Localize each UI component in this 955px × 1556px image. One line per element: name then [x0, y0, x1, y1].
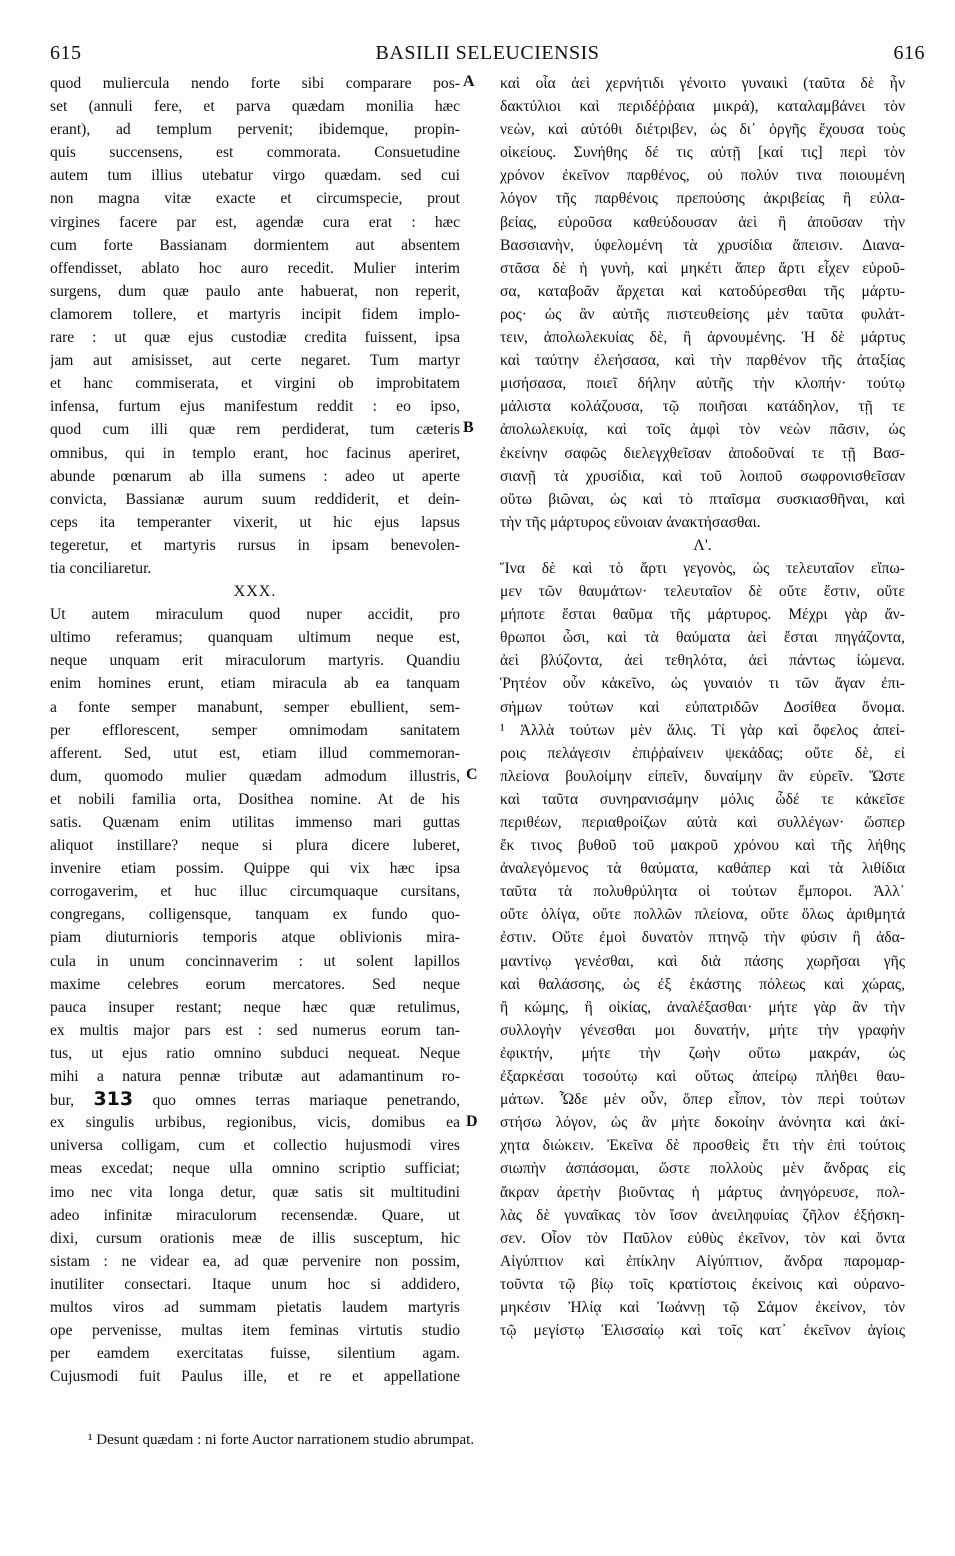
- text-line: Ut autem miraculum quod nuper accidit, pro: [50, 606, 460, 624]
- text-line: mihi a natura pennæ tributæ aut adamantinum ro-: [50, 1068, 460, 1086]
- text-line: rare : ut quæ ejus custodiæ credita fuissent, ipsa: [50, 329, 460, 347]
- text-line: ἐξαρκέσαι τοσούτῳ καὶ οὕτως ἀπείρῳ πλήθει θαυ-: [500, 1068, 905, 1086]
- text-line: μάλιστα κολάζουσα, τῷ ποιῆσαι κατάδηλον, τῇ τε: [500, 398, 905, 416]
- text-line: ex singulis urbibus, regionibus, vicis, domibus ea: [50, 1114, 460, 1132]
- greek-column: [500, 72, 905, 1342]
- text-line: per eamdem exercitatas fuisse, silentium agam.: [50, 1345, 460, 1363]
- text-line: οὕτω βιῶναι, ὡς καὶ τὸ πταῖσμα συσκιασθῆναι, καὶ: [500, 490, 905, 508]
- text-line: Βασσιανὴν, ὑφελομένη τὰ χρυσίδια ἄπεισιν. Διανα-: [500, 236, 905, 254]
- text-line: universa colligam, cum et collectio hujusmodi vires: [50, 1137, 460, 1155]
- text-line: τοῦντα τῷ βίῳ τοῖς κρατίστοις ἐκείνοις καὶ οὐρανο-: [500, 1275, 905, 1293]
- text-line: οὔτε ὀλίγα, οὔτε πολλῶν πλείονα, οὔτε ὅλως ἀριθμητά: [500, 906, 905, 924]
- text-line: erant), ad templum pervenit; ibidemque, propin-: [50, 121, 460, 139]
- left-page-number: 615: [50, 42, 82, 64]
- text-line: πλείονα βουλοίμην εἰπεῖν, δυναίμην ἂν εὑρεῖν. Ὥστε: [500, 767, 905, 785]
- text-line: per efflorescent, semper omnimodam sanitatem: [50, 721, 460, 739]
- text-line: τειν, ἀπολωλεκυίας δὲ, ἢ ἀρνουμένης. Ἡ δὲ μάρτυς: [500, 329, 905, 347]
- text-line: ἀναλεγόμενος τὰ θαύματα, καθάπερ καὶ τὰ λιθίδια: [500, 860, 905, 878]
- text-line: corrogaverim, et huc illuc circumquaque cursitans,: [50, 883, 460, 901]
- text-line: σιανῇ τὰ χρυσίδια, καὶ τοῦ λοιποῦ σωφρονισθεῖσαν: [500, 467, 905, 485]
- text-line: pauca insuper restant; neque hæc quæ retulimus,: [50, 998, 460, 1016]
- margin-letter-c: C: [466, 766, 478, 783]
- text-line-with-page-ref: [50, 1088, 460, 1111]
- text-line: abunde pœnarum ab illa sumens : adeo ut aperte: [50, 467, 460, 485]
- margin-letter-b: B: [463, 419, 474, 436]
- text-line: στᾶσα δὲ ἡ γυνὴ, καὶ μηκέτι ἅπερ ἄρτι εἶχεν εὑροῦ-: [500, 259, 905, 277]
- text-line: τῷ μεγίστῳ Ἐλισσαίῳ καὶ τοῖς κατ᾽ ἐκεῖνον ἁγίοις: [500, 1322, 905, 1340]
- chapter-heading-greek: Λ'.: [693, 536, 712, 554]
- text-line: στήσω λόγον, ὡς ἂν μήτε δοκοίην ἀνόνητα καὶ ἀκί-: [500, 1114, 905, 1132]
- text-line: tegeretur, et martyris rursus in ipsam benevolen-: [50, 536, 460, 554]
- text-line: καὶ ταῦτα συνηρανισάμην μόλις ὧδέ τε κἀκεῖσε: [500, 790, 905, 808]
- text-line: tus, ut ejus ratio omnino subduci nequeat. Neque: [50, 1044, 460, 1062]
- text-line: ceps ita temperanter vixerit, ut hic ejus lapsus: [50, 513, 460, 531]
- running-title: BASILII SELEUCIENSIS: [375, 42, 600, 64]
- text-line: μηκέσιν Ἠλίᾳ καὶ Ἰωάννῃ τῷ Σάμον ἐκείνον, τὸν: [500, 1298, 905, 1316]
- text-line: omnibus, qui in templo erant, hoc facinus aperiret,: [50, 444, 460, 462]
- text-line: καὶ οἷα ἀεὶ χερνήτιδι γένοιτο γυναικὶ (ταῦτα δὲ ἦν: [500, 75, 905, 92]
- text-line: ἔκ τινος βυθοῦ τοῦ μακροῦ χρόνου καὶ τῆς λήθης: [500, 837, 905, 855]
- text-line: neque unquam erit miraculorum martyris. Quandiu: [50, 652, 460, 670]
- text-line: σεν. Οἷον τὸν Παῦλον εὐθὺς ἐκεῖνον, τὸν καὶ ὄντα: [500, 1229, 905, 1247]
- text-line: ταῦτα τὰ πολυθρύλητα οἱ τούτων ἔμποροι. Ἀλλ᾽: [500, 883, 905, 901]
- text-line: satis. Quænam enim utilitas immenso mari guttas: [50, 814, 460, 831]
- text-line: ope pervenisse, multas item feminas virtutis studio: [50, 1322, 460, 1340]
- text-line: συλλογὴν γένεσθαι μοι δυνατήν, μήτε τὴν γραφὴν: [500, 1021, 905, 1039]
- footnote: ¹ Desunt quædam : ni forte Auctor narrationem studio abrumpat.: [88, 1432, 475, 1448]
- text-line: aliquot instillare? neque si plura dicere luberet,: [50, 837, 460, 855]
- text-line: afferent. Sed, utut est, etiam illud commemoran-: [50, 744, 460, 762]
- text-line: et nobili familia orta, Dosithea nomine. At de his: [50, 790, 460, 808]
- text-line: ἢ κώμης, ἢ οἰκίας, ἀναλέξασθαι· μήτε γὰρ ἂν τὴν: [500, 998, 905, 1016]
- text-line: χρόνον ἐκεῖνον παρθένος, οὐ πολύν τινα ποιουμένη: [500, 167, 905, 185]
- text-line: clamorem tollere, et martyris incipit fidem implo-: [50, 305, 460, 323]
- margin-letter-a: A: [463, 73, 475, 90]
- text-line: ultimo referamus; quanquam ultimum neque est,: [50, 629, 460, 647]
- text-line: νεὼν, καὶ αὐτόθι διέτριβεν, ὡς δι᾽ ὀργῆς ἔχουσα τοὺς: [500, 121, 905, 139]
- text-line: set (annuli fere, et parva quædam monilia hæc: [50, 98, 460, 116]
- text-line: congregans, colligensque, tanquam ex fundo quo-: [50, 906, 460, 924]
- text-line: sistam : ne videar ea, ad quæ pervenire non possim,: [50, 1252, 460, 1270]
- text-line: imo nec vita longa detur, quæ satis sit multitudini: [50, 1183, 460, 1201]
- text-line: convicta, Bassianæ aurum suum reddiderit, et dein-: [50, 490, 460, 508]
- text-line: invenire etiam possim. Quippe qui vix hæc ipsa: [50, 860, 460, 878]
- text-line: Ἵνα δὲ καὶ τὸ ἄρτι γεγονὸς, ὡς τελευταῖον εἴπω-: [500, 559, 905, 577]
- text-fragment: bur,: [50, 1092, 75, 1110]
- text-line: βείας, εὑροῦσα καθεύδουσαν ἀεὶ ἢ ἀποῦσαν τὴν: [500, 213, 905, 231]
- text-line: a fonte semper manabunt, semper ebullient, sem-: [50, 698, 460, 716]
- text-line: οἰκείους. Συνήθης δέ τις αὐτῇ [καί τις] περὶ τὸν: [500, 144, 905, 162]
- text-line: quod muliercula nendo forte sibi comparare pos-: [50, 75, 460, 92]
- text-line: jam aut amisisset, aut certe negaret. Tum martyr: [50, 352, 460, 370]
- text-line: quis succensens, est commorata. Consuetudine: [50, 144, 460, 162]
- text-line: ἐστιν. Οὔτε ἐμοὶ δυνατὸν πτηνῷ τὴν φύσιν ἢ ἀδα-: [500, 929, 905, 947]
- text-line: non magna vitæ exacte et circumspecie, prout: [50, 190, 460, 208]
- text-line: ἐφικτήν, μήτε τὴν ζωὴν οὕτω μακράν, ὡς: [500, 1044, 905, 1062]
- text-line: ¹ Ἀλλὰ τούτων μὲν ἅλις. Τί γὰρ καὶ ὄφελος ἀπεί-: [500, 721, 905, 739]
- text-line: λὰς δὲ γυναῖκας τὸν ἴσον ἀνειληφυίας ζῆλον ἐξήσκη-: [500, 1206, 905, 1224]
- text-line: cula in unum concinnaverim : ut solent lapillos: [50, 952, 460, 970]
- text-line: maxime celebres eorum mercatores. Sed neque: [50, 975, 460, 993]
- text-line: offendisset, ablato hoc auro recedit. Mulier interim: [50, 259, 460, 277]
- text-line: Αἰγύπτιον καὶ ἐπίκλην Αἰγύπτιον, ἄνδρα παρομαρ-: [500, 1252, 905, 1270]
- text-line: quod cum illi quæ rem perdiderat, tum cæteris: [50, 421, 460, 439]
- text-fragment: quo omnes terras mariaque penetrando,: [152, 1092, 460, 1110]
- text-line: enim homines erunt, etiam miracula ab ea tanquam: [50, 675, 460, 693]
- text-line: ἄκραν ἀρετὴν βιοῦντας ἡ μάρτυς ἀνηγόρευσε, πολ-: [500, 1183, 905, 1201]
- right-page-number: 616: [893, 42, 925, 64]
- text-line: et hanc commiserata, et virgini ob improbitatem: [50, 375, 460, 393]
- text-line: infensa, furtum ejus manifestum reddit : eo ipso,: [50, 398, 460, 416]
- text-line: τὴν τῆς μάρτυρος εὔνοιαν ἀνακτήσασθαι.: [500, 513, 761, 531]
- text-line: Ῥητέον οὖν κἀκεῖνο, ὡς γυναιόν τι τῶν ἄγαν ἐπι-: [500, 675, 905, 693]
- text-line: surgens, dum quæ paulo ante habuerat, non reperit,: [50, 282, 460, 300]
- latin-column: [50, 72, 460, 1388]
- text-line: tia conciliaretur.: [50, 559, 152, 577]
- text-line: Cujusmodi fuit Paulus ille, et re et appellatione: [50, 1368, 460, 1386]
- original-page-marker: 313: [93, 1088, 134, 1111]
- text-line: δακτύλιοι καὶ περιδέῤῥαια μικρά), καταλαμβάνει τὸν: [500, 98, 905, 116]
- text-line: autem tum illius utebatur virgo quædam. sed cui: [50, 167, 460, 185]
- text-line: καὶ θαλάσσης, ὡς ἐξ ἑκάστης πόλεως καὶ χώρας,: [500, 975, 905, 993]
- text-line: σιωπὴν ἀσπάσομαι, ὥστε πολλοὺς μὲν ἄνδρας εἰς: [500, 1160, 905, 1178]
- text-line: περιθέων, περιαθροίζων αὐτὰ καὶ συλλέγων· ὥσπερ: [500, 814, 905, 831]
- text-line: μήποτε ἔσται θαῦμα τῆς μάρτυρος. Μέχρι γὰρ ἄν-: [500, 606, 905, 624]
- text-line: inutiliter consectari. Itaque unum hoc si addidero,: [50, 1275, 460, 1293]
- text-line: dum, quomodo mulier quædam admodum illustris,: [50, 767, 460, 785]
- text-line: ἀπολωλεκυίᾳ, καὶ τοῖς ἀμφὶ τὸν νεὼν πᾶσιν, ὡς: [500, 421, 905, 439]
- text-line: ρος· ὡς ἂν αὐτῆς πιστευθείσης μὲν ταῦτα φυλάτ-: [500, 305, 905, 323]
- text-line: μαντίνῳ γενέσθαι, καὶ διὰ πάσης χωρῆσαι γῆς: [500, 952, 905, 970]
- margin-letter-d: D: [466, 1113, 478, 1130]
- text-line: cum forte Bassianam dormientem aut absentem: [50, 236, 460, 254]
- text-line: ἀεὶ βλύζοντα, ἀεὶ τεθηλότα, ἀεὶ πάντως ἰώμενα.: [500, 652, 905, 670]
- chapter-heading-latin: XXX.: [233, 583, 277, 601]
- text-line: ἐκείνην σαφῶς διελεγχθεῖσαν ἀποδοῦναί τε τῇ Βασ-: [500, 444, 905, 462]
- text-line: σα, καταβοᾶν ἄρχεται καὶ κατοδύρεσθαι τῆς μάρτυ-: [500, 282, 905, 300]
- text-line: piam diuturnioris temporis atque oblivionis mira-: [50, 929, 460, 947]
- text-line: μεν τῶν θαυμάτων· τελευταῖον δὲ οὔτε ἔστιν, οὔτε: [500, 583, 905, 601]
- text-line: ex multis major pars est : sed numerus eorum tan-: [50, 1021, 460, 1039]
- text-line: ροις πελάγεσιν ἐπιῤῥαίνειν ψεκάδας; οὔτε δὲ, εἰ: [500, 744, 905, 762]
- text-line: χητα διώκειν. Ἐκεῖνα δὲ προσθεὶς ἔτι τὴν ἐπὶ τούτοις: [500, 1137, 905, 1155]
- text-line: adeo infinitæ miraculorum recensendæ. Quare, ut: [50, 1206, 460, 1224]
- text-line: θρωποι ὦσι, καὶ τὰ θαύματα ἀεὶ ἔσται πηγάζοντα,: [500, 629, 905, 647]
- text-line: dixi, cursum orationis meæ de illis susceptum, hic: [50, 1229, 460, 1247]
- text-line: λόγον τῆς παρθένοις πρεπούσης ἀκριβείας ἢ εὐλα-: [500, 190, 905, 208]
- text-line: virgines facere par est, agendæ cura erat : hæc: [50, 213, 460, 231]
- running-header: [50, 42, 925, 68]
- text-line: multos viros ad summam pietatis laudem martyris: [50, 1298, 460, 1316]
- text-line: καὶ ταύτην ἐλεήσασα, καὶ τὴν παρθένον τῆς ἀταξίας: [500, 352, 905, 370]
- text-line: μισήσασα, ποιεῖ δήλην αὐτῆς τὴν κλοπήν· τούτῳ: [500, 375, 905, 393]
- text-line: σήμων τούτων καὶ εὐπατριδῶν Δοσίθεα ὄνομα.: [500, 698, 905, 716]
- text-line: meas excedat; neque ulla omnino scriptio sufficiat;: [50, 1160, 460, 1178]
- text-line: μάτων. Ὧδε μὲν οὖν, ὅπερ εἶπον, τὸν περὶ τούτων: [500, 1091, 905, 1109]
